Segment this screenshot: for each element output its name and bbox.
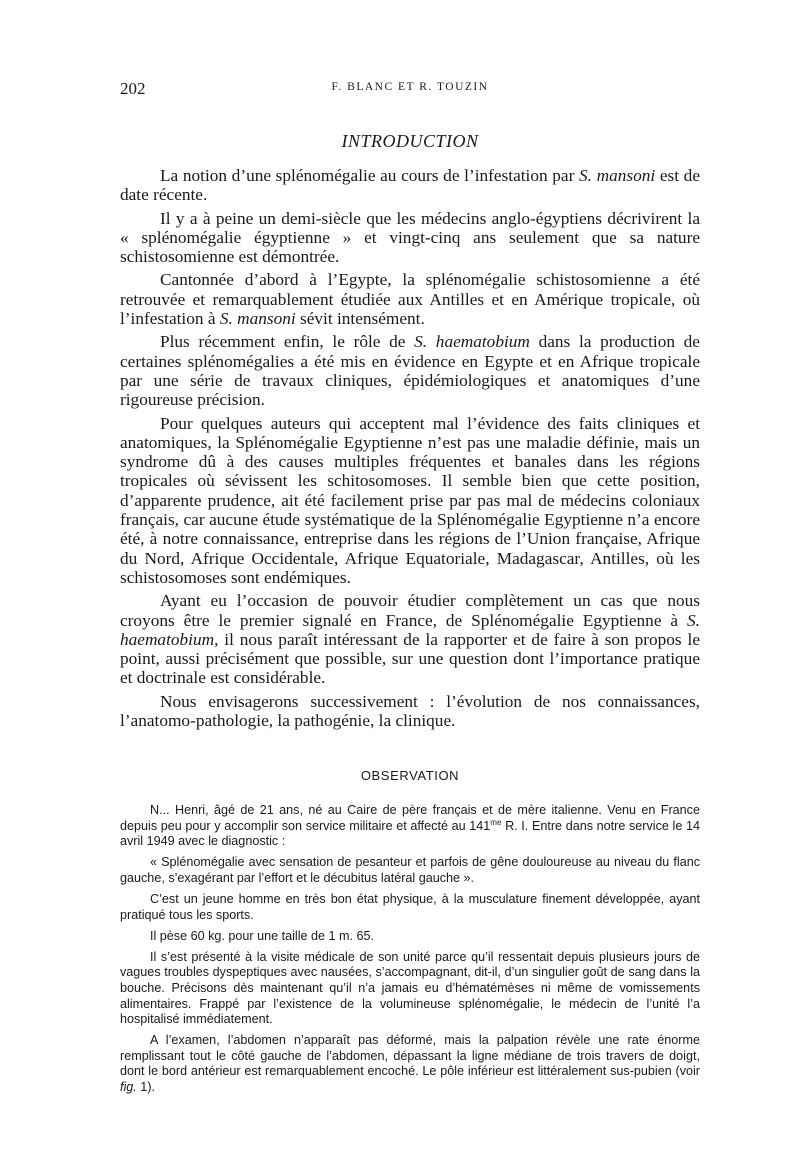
species-name: S. mansoni bbox=[219, 309, 296, 329]
superscript: me bbox=[490, 817, 502, 827]
obs-paragraph-1: N... Henri, âgé de 21 ans, né au Caire de père français et de mère italienne. Venu en France depuis peu pour y accomplir son service militaire et affecté au $141^{me}$ R. I. Entre dans notre service le 14 avril 1949 avec le diagnostic : bbox=[120, 803, 700, 849]
page-header bbox=[120, 79, 700, 99]
obs-paragraph-3: C’est un jeune homme en très bon état physique, à la musculature finement développée, ayant pratiqué tous les sports. bbox=[120, 891, 700, 922]
species-name: S. mansoni bbox=[579, 166, 656, 185]
obs-paragraph-5: Il s’est présenté à la visite médicale de son unité parce qu’il ressentait depuis plusieurs jours de vagues troubles dyspeptiques avec nausées, s’accompagnant, dit-il, d’un singulier goût de sang dans la bouche. Précisons dès maintenant qu’il n’a jamais eu d’hématémèses ni même de vomissements alimentaires. Frappé par l’existence de la volumineuse splénomégalie, le médecin de l’unité l’a hospitalisé immédiatement. bbox=[120, 949, 700, 1027]
obs-paragraph-2: « Splénomégalie avec sensation de pesanteur et parfois de gêne douloureuse au niveau du flanc gauche, s’exagérant par l’effort et le décubitus latéral gauche ». bbox=[120, 855, 700, 885]
page-number: 202 bbox=[120, 79, 146, 98]
observation-heading: OBSERVATION bbox=[360, 768, 460, 783]
observation-body bbox=[120, 803, 700, 1101]
intro-paragraph-3: Cantonnée d’abord à l’Egypte, la splénomégalie schistosomienne a été retrouvée et remarquablement étudiée aux Antilles et en Amérique tropicale, où l’infestation à S. mansoni sévit intensément. bbox=[120, 270, 700, 329]
introduction-body bbox=[120, 166, 700, 734]
species-name: S. haematobium bbox=[120, 610, 700, 649]
intro-paragraph-5: Pour quelques auteurs qui acceptent mal l’évidence des faits cliniques et anatomiques, la Splénomégalie Egyptienne n’est pas une maladie définie, mais un syndrome dû à des causes multiples fréquentes et banales dans les régions tropicales où sévissent les schitosomoses. Il semble bien que cette position, d’apparente prudence, ait été facilement prise par pas mal de médecins coloniaux français, car aucune étude systématique de la Splénomégalie Egyptienne n’a encore été, à notre connaissance, entreprise dans les régions de l’Union française, Afrique du Nord, Afrique Occidentale, Afrique Equatoriale, Madagascar, Antilles, où les schistosomoses sont endémiques. bbox=[120, 413, 700, 587]
species-name: S. haematobium bbox=[414, 332, 530, 352]
introduction-heading: INTRODUCTION bbox=[341, 131, 479, 151]
intro-paragraph-1: La notion d’une splénomégalie au cours de l’infestation par S. mansoni est de date récente. bbox=[120, 166, 700, 205]
intro-paragraph-7: Nous envisagerons successivement : l’évolution de nos connaissances, l’anatomo-pathologie, la pathogénie, la clinique. bbox=[120, 691, 700, 731]
intro-paragraph-6: Ayant eu l’occasion de pouvoir étudier complètement un cas que nous croyons être le premier signalé en France, de Splénomégalie Egyptienne à S. haematobium, il nous paraît intéressant de la rapporter et de faire à son propos le point, aussi précisément que possible, sur une question dont l’importance pratique et doctrinale est considérable. bbox=[120, 591, 700, 688]
figure-reference: fig. bbox=[120, 1080, 137, 1094]
intro-paragraph-2: Il y a à peine un demi-siècle que les médecins anglo-égyptiens décrivirent la « splénomégalie égyptienne » et vingt-cinq ans seulement que sa nature schistosomienne est démontrée. bbox=[120, 208, 700, 267]
running-head: F. BLANC ET R. TOUZIN bbox=[331, 81, 489, 93]
obs-paragraph-6: A l’examen, l’abdomen n’apparaît pas déformé, mais la palpation révèle une rate énorme remplissant tout le côté gauche de l’abdomen, dépassant la ligne médiane de trois travers de doigt, dont le bord antérieur est remarquablement encoché. Le pôle inférieur est littéralement sus-pubien (voir fig. 1). bbox=[120, 1033, 700, 1094]
intro-paragraph-4: Plus récemment enfin, le rôle de S. haematobium dans la production de certaines splénomégalies a été mis en évidence en Egypte et en Afrique tropicale par une série de travaux cliniques, épidémiologiques et anatomiques d’une rigoureuse précision. bbox=[120, 332, 700, 410]
obs-paragraph-4: Il pèse 60 kg. pour une taille de 1 m. 65. bbox=[150, 928, 375, 943]
